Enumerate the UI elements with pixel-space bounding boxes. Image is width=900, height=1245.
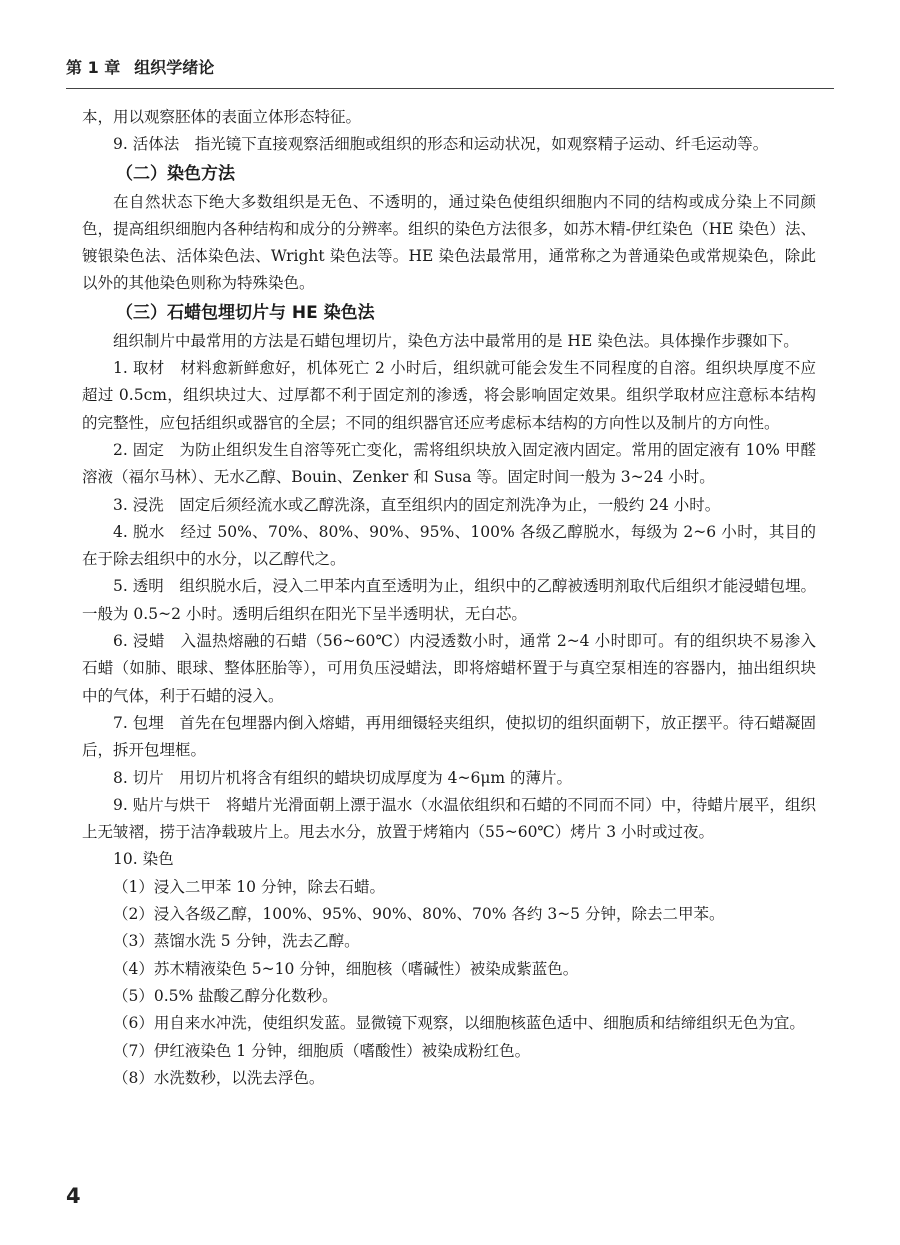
paragraph-vital-method: 9. 活体法 指光镜下直接观察活细胞或组织的形态和运动状况，如观察精子运动、纤毛运动等。 — [113, 135, 769, 154]
list-item-staining-4: （4）苏木精液染色 5~10 分钟，细胞核（嗜碱性）被染成紫蓝色。 — [113, 959, 579, 978]
chapter-label: 第 1 章 — [66, 58, 121, 77]
list-item-staining-8: （8）水洗数秒，以洗去浮色。 — [113, 1068, 325, 1087]
section-heading-paraffin-he: （三）石蜡包埋切片与 HE 染色法 — [116, 302, 375, 323]
header-rule — [66, 88, 834, 89]
paragraph-step-fixation: 2. 固定 为防止组织发生自溶等死亡变化，需将组织块放入固定液内固定。常用的固定液有 10% 甲醛溶液（福尔马林）、无水乙醇、Bouin、Zenker 和 Susa 等。固定时间一般为 3~24 小时。 — [82, 440, 816, 487]
chapter-title: 组织学绪论 — [134, 58, 215, 77]
paragraph-procedure-intro: 组织制片中最常用的方法是石蜡包埋切片，染色方法中最常用的是 HE 染色法。具体操作步骤如下。 — [113, 331, 799, 350]
running-header — [66, 55, 214, 78]
paragraph-continued: 本，用以观察胚体的表面立体形态特征。 — [82, 108, 362, 126]
paragraph-step-clearing: 5. 透明 组织脱水后，浸入二甲苯内直至透明为止，组织中的乙醇被透明剂取代后组织才能浸蜡包埋。一般为 0.5~2 小时。透明后组织在阳光下呈半透明状，无白芯。 — [82, 577, 816, 623]
paragraph-step-sampling: 1. 取材 材料愈新鲜愈好，机体死亡 2 小时后，组织就可能会发生不同程度的自溶。组织块厚度不应超过 0.5cm，组织块过大、过厚都不利于固定剂的渗透，将会影响固定效果。组织学取材应注意标本结构的完整性，应包括组织或器官的全层；不同的组织器官还应考虑标本结构的方向性以及制片的方向性。 — [82, 359, 816, 432]
paragraph-step-embedding: 7. 包埋 首先在包埋器内倒入熔蜡，再用细镊轻夹组织，使拟切的组织面朝下，放正摆平。待石蜡凝固后，拆开包埋框。 — [82, 713, 816, 760]
list-item-staining-7: （7）伊红液染色 1 分钟，细胞质（嗜酸性）被染成粉红色。 — [113, 1041, 531, 1060]
paragraph-staining-intro: 在自然状态下绝大多数组织是无色、不透明的，通过染色使组织细胞内不同的结构或成分染上不同颜色，提高组织细胞内各种结构和成分的分辨率。组织的染色方法很多，如苏木精-伊红染色（HE 染色）法、镀银染色法、活体染色法、Wright 染色法等。HE 染色法最常用，通常称之为普通染色或常规染色，除此以外的其他染色则称为特殊染色。 — [82, 192, 816, 293]
paragraph-step-dehydration: 4. 脱水 经过 50%、70%、80%、90%、95%、100% 各级乙醇脱水，每级为 2~6 小时，其目的在于除去组织中的水分，以乙醇代之。 — [82, 522, 816, 569]
paragraph-step-staining: 10. 染色 — [113, 850, 174, 869]
list-item-staining-5: （5）0.5% 盐酸乙醇分化数秒。 — [113, 986, 338, 1005]
page-number: 4 — [66, 1184, 81, 1208]
paragraph-step-sectioning: 8. 切片 用切片机将含有组织的蜡块切成厚度为 4~6μm 的薄片。 — [113, 768, 573, 787]
list-item-staining-6: （6）用自来水冲洗，使组织发蓝。显微镜下观察，以细胞核蓝色适中、细胞质和结缔组织无色为宜。 — [113, 1014, 805, 1033]
list-item-staining-3: （3）蒸馏水洗 5 分钟，洗去乙醇。 — [113, 932, 360, 951]
section-heading-staining: （二）染色方法 — [116, 163, 235, 184]
paragraph-step-mounting: 9. 贴片与烘干 将蜡片光滑面朝上漂于温水（水温依组织和石蜡的不同而不同）中，待蜡片展平，组织上无皱褶，捞于洁净载玻片上。甩去水分，放置于烤箱内（55~60℃）烤片 3 小时或过夜。 — [82, 795, 816, 842]
list-item-staining-2: （2）浸入各级乙醇，100%、95%、90%、80%、70% 各约 3~5 分钟，除去二甲苯。 — [113, 905, 725, 924]
page-body — [82, 104, 816, 1092]
paragraph-step-infiltration: 6. 浸蜡 入温热熔融的石蜡（56~60℃）内浸透数小时，通常 2~4 小时即可。有的组织块不易渗入石蜡（如肺、眼球、整体胚胎等），可用负压浸蜡法，即将熔蜡杯置于与真空泵相连的容器内，抽出组织块中的气体，利于石蜡的浸入。 — [82, 632, 816, 705]
paragraph-step-washing: 3. 浸洗 固定后须经流水或乙醇洗涤，直至组织内的固定剂洗净为止，一般约 24 小时。 — [113, 495, 721, 514]
list-item-staining-1: （1）浸入二甲苯 10 分钟，除去石蜡。 — [113, 877, 385, 896]
